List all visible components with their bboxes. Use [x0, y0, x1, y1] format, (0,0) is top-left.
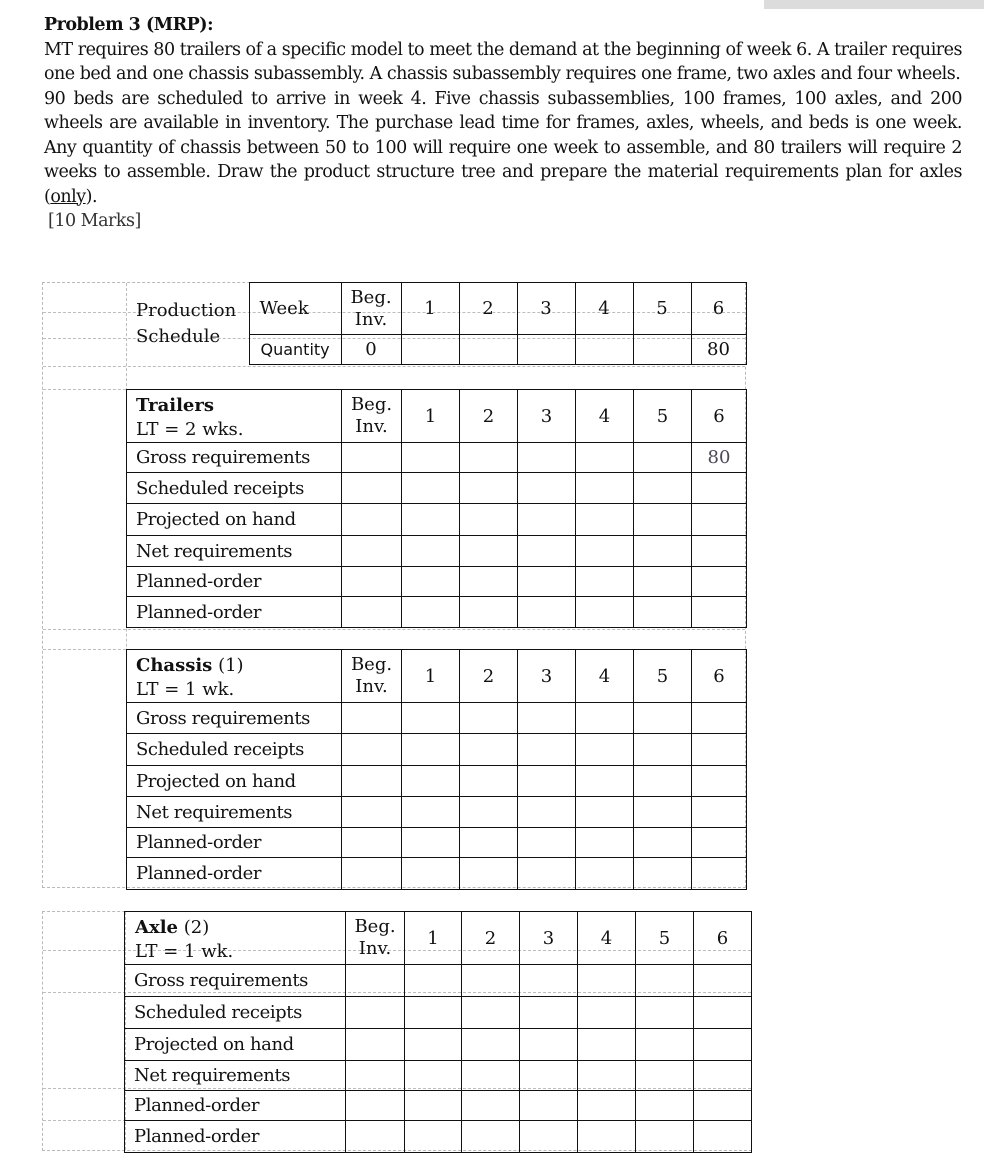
row-label: Planned-order — [125, 1121, 346, 1153]
quantity-cell: 80 — [691, 335, 746, 365]
week-header: 1 — [402, 650, 460, 703]
week-header: 4 — [578, 912, 636, 965]
problem-paragraph-1: MT requires 80 trailers of a specific model to meet the demand at the beginning of week 6. A trailer requires one bed and one chassis subassembly. A chassis subassembly requires one frame, two axles and four wheels. — [44, 39, 962, 84]
week-header: 2 — [460, 650, 518, 703]
week-header: 5 — [634, 650, 692, 703]
row-label: Projected on hand — [127, 766, 342, 797]
marks-label: [10 Marks] — [48, 211, 141, 231]
week-header: 5 — [634, 390, 692, 443]
week-header: 4 — [576, 390, 634, 443]
beg-inv-header: Beg. Inv. — [342, 390, 402, 443]
axle-mrp-table — [124, 911, 752, 1153]
quantity-cell — [401, 335, 459, 365]
week-header: 1 — [401, 283, 459, 335]
week-header: 1 — [402, 390, 460, 443]
week-header: 5 — [636, 912, 694, 965]
week-header: 4 — [576, 650, 634, 703]
week-header: 4 — [575, 283, 633, 335]
row-label: Planned-order — [127, 858, 342, 890]
beg-inv-header: Beg. Inv. — [342, 650, 402, 703]
gross-cell — [576, 443, 634, 473]
row-label: Scheduled receipts — [127, 473, 342, 504]
row-label: Planned-order — [127, 597, 342, 628]
row-label: Scheduled receipts — [127, 734, 342, 766]
gross-cell — [460, 443, 518, 473]
week-header: 5 — [633, 283, 691, 335]
quantity-label: Quantity — [249, 335, 341, 365]
row-label: Net requirements — [127, 536, 342, 567]
row-label: Projected on hand — [125, 1029, 346, 1061]
production-schedule-table — [126, 282, 747, 365]
week-label: Week — [249, 283, 341, 335]
row-label: Gross requirements — [125, 965, 346, 997]
row-label: Planned-order — [127, 567, 342, 597]
production-schedule-label: Production Schedule — [126, 283, 249, 365]
row-label: Projected on hand — [127, 504, 342, 536]
top-bar — [764, 0, 984, 9]
week-header: 6 — [691, 283, 746, 335]
week-header: 2 — [460, 390, 518, 443]
beg-value: 0 — [341, 335, 401, 365]
gross-cell — [518, 443, 576, 473]
row-label: Planned-order — [127, 828, 342, 858]
beg-inv-header: Beg. Inv. — [346, 912, 405, 965]
week-header: 3 — [518, 390, 576, 443]
row-label: Gross requirements — [127, 703, 342, 734]
chassis-header: Chassis (1) LT = 1 wk. — [127, 650, 342, 703]
problem-paragraph-2: 90 beds are scheduled to arrive in week 4. Five chassis subassemblies, 100 frames, 100 axles, and 200 wheels are available in inventory. The purchase lead time for frames, axles, wheels, and beds is one week. Any quantity of chassis between 50 to 100 will require one week to assemble, and 80 trailers will require 2 weeks to assemble. Draw the product structure tree and prepare the material requirements plan for axles (only). — [44, 88, 962, 207]
quantity-cell — [517, 335, 575, 365]
week-header: 3 — [517, 283, 575, 335]
problem-statement — [44, 13, 962, 234]
row-label: Net requirements — [127, 797, 342, 828]
week-header: 6 — [692, 650, 747, 703]
row-label: Scheduled receipts — [125, 997, 346, 1029]
week-header: 3 — [520, 912, 578, 965]
gross-cell — [402, 443, 460, 473]
problem-title: Problem 3 (MRP): — [44, 15, 214, 35]
row-label: Gross requirements — [127, 443, 342, 473]
trailers-mrp-table — [126, 389, 747, 628]
week-header: 2 — [459, 283, 517, 335]
week-header: 3 — [518, 650, 576, 703]
chassis-mrp-table — [126, 649, 747, 890]
week-header: 6 — [694, 912, 752, 965]
week-header: 2 — [462, 912, 520, 965]
trailers-header: Trailers LT = 2 wks. — [127, 390, 342, 443]
row-label: Net requirements — [125, 1061, 346, 1091]
axle-header: Axle (2) LT = 1 wk. — [125, 912, 346, 965]
gross-cell — [634, 443, 692, 473]
quantity-cell — [575, 335, 633, 365]
gross-cell: 80 — [692, 443, 747, 473]
week-header: 6 — [692, 390, 747, 443]
row-label: Planned-order — [125, 1091, 346, 1121]
quantity-cell — [459, 335, 517, 365]
quantity-cell — [633, 335, 691, 365]
week-header: 1 — [405, 912, 462, 965]
beg-inv-header: Beg. Inv. — [341, 283, 401, 335]
